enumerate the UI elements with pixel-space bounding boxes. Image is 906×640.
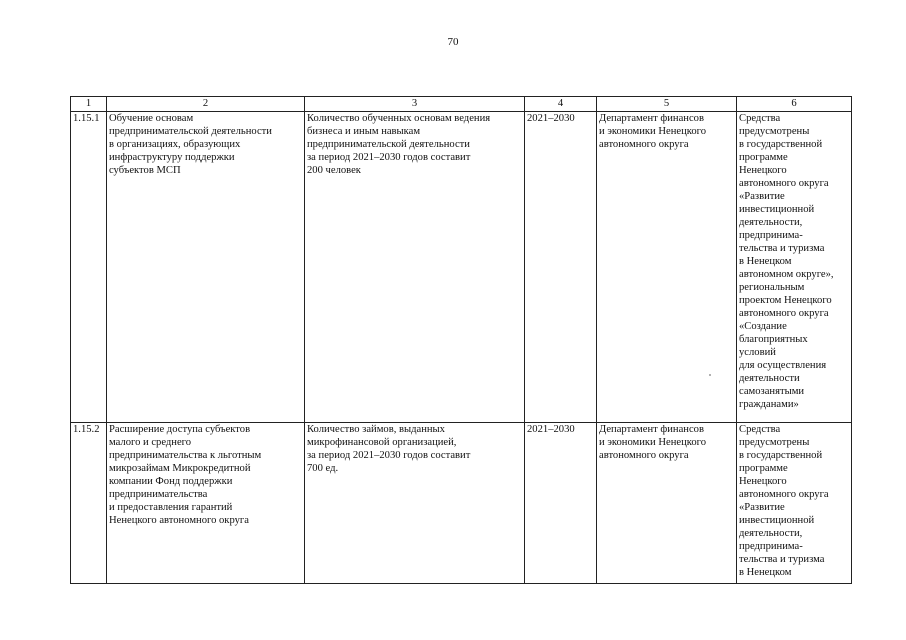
cell-text-line: условий [739,347,776,358]
cell-text-line: 700 ед. [307,463,339,474]
cell-text-line: в организациях, образующих [109,139,241,150]
column-header-1: 1 [71,97,107,112]
cell-text-line: деятельности, [739,217,803,228]
cell-text-line: в Ненецком [739,567,792,578]
cell-text-line: региональным [739,282,805,293]
cell-text-line: гражданами» [739,399,799,410]
funding-cell [737,423,852,584]
cell-text-line: в государственной [739,450,823,461]
cell-text-line: микрозаймам Микрокредитной [109,463,251,474]
row-number: 1.15.2 [71,423,107,584]
cell-text-line: проектом Ненецкого [739,295,832,306]
cell-text-line: малого и среднего [109,437,192,448]
cell-text-line: в государственной [739,139,823,150]
cell-text-line: предпринима- [739,230,803,241]
cell-text-line: автономного округа [739,308,829,319]
indicator-cell [305,423,525,584]
page-number: 70 [447,36,459,48]
cell-text-line: и экономики Ненецкого [599,437,707,448]
cell-text-line: Департамент финансов [599,424,704,435]
cell-text-line: «Создание [739,321,787,332]
cell-text-line: бизнеса и иным навыкам [307,126,421,137]
cell-text-line: автономном округе», [739,269,834,280]
cell-text-line: для осуществления [739,360,827,371]
cell-text-line: Количество займов, выданных [307,424,445,435]
cell-text-line: программе [739,152,788,163]
cell-text-line: инвестиционной [739,515,815,526]
table-row [71,112,852,423]
column-header-6: 6 [737,97,852,112]
cell-text-line: Расширение доступа субъектов [109,424,251,435]
cell-text-line: Ненецкого [739,165,787,176]
cell-text-line: за период 2021–2030 годов составит [307,450,471,461]
cell-text-line: деятельности, [739,528,803,539]
cell-text-line: автономного округа [739,489,829,500]
event-cell [107,112,305,423]
cell-text-line: Обучение основам [109,113,194,124]
cell-text-line: «Развитие [739,502,785,513]
cell-text-line: автономного округа [739,178,829,189]
cell-text-line: предпринимательства [109,489,208,500]
cell-text-line: деятельности [739,373,800,384]
cell-text-line: предусмотрены [739,126,810,137]
column-header-3: 3 [305,97,525,112]
period-cell: 2021–2030 [525,112,597,423]
cell-text-line: предпринимательства к льготным [109,450,262,461]
cell-text-line: Ненецкого [739,476,787,487]
cell-text-line: предпринимательской деятельности [307,139,470,150]
cell-text-line: предусмотрены [739,437,810,448]
cell-text-line: автономного округа [599,450,689,461]
table-header-row [71,97,852,112]
row-number: 1.15.1 [71,112,107,423]
cell-text-line: предпринима- [739,541,803,552]
cell-text-line: благоприятных [739,334,808,345]
table-row [71,423,852,584]
cell-text-line: и предоставления гарантий [109,502,233,513]
measures-table [70,96,852,584]
period-cell: 2021–2030 [525,423,597,584]
cell-text-line: Ненецкого автономного округа [109,515,249,526]
cell-text-line: предпринимательской деятельности [109,126,272,137]
cell-text-line: инфраструктуру поддержки [109,152,235,163]
indicator-cell [305,112,525,423]
scan-speck [709,374,711,376]
column-header-2: 2 [107,97,305,112]
cell-text-line: и экономики Ненецкого [599,126,707,137]
cell-text-line: Департамент финансов [599,113,704,124]
cell-text-line: тельства и туризма [739,243,825,254]
column-header-5: 5 [597,97,737,112]
cell-text-line: «Развитие [739,191,785,202]
cell-text-line: компании Фонд поддержки [109,476,233,487]
funding-cell [737,112,852,423]
cell-text-line: программе [739,463,788,474]
executor-cell [597,112,737,423]
cell-text-line: в Ненецком [739,256,792,267]
event-cell [107,423,305,584]
cell-text-line: инвестиционной [739,204,815,215]
cell-text-line: Количество обученных основам ведения [307,113,491,124]
executor-cell [597,423,737,584]
cell-text-line: за период 2021–2030 годов составит [307,152,471,163]
column-header-4: 4 [525,97,597,112]
cell-text-line: автономного округа [599,139,689,150]
cell-text-line: микрофинансовой организацией, [307,437,457,448]
cell-text-line: Средства [739,113,781,124]
cell-text-line: 200 человек [307,165,361,176]
cell-text-line: тельства и туризма [739,554,825,565]
cell-text-line: субъектов МСП [109,165,181,176]
cell-text-line: Средства [739,424,781,435]
cell-text-line: самозанятыми [739,386,805,397]
